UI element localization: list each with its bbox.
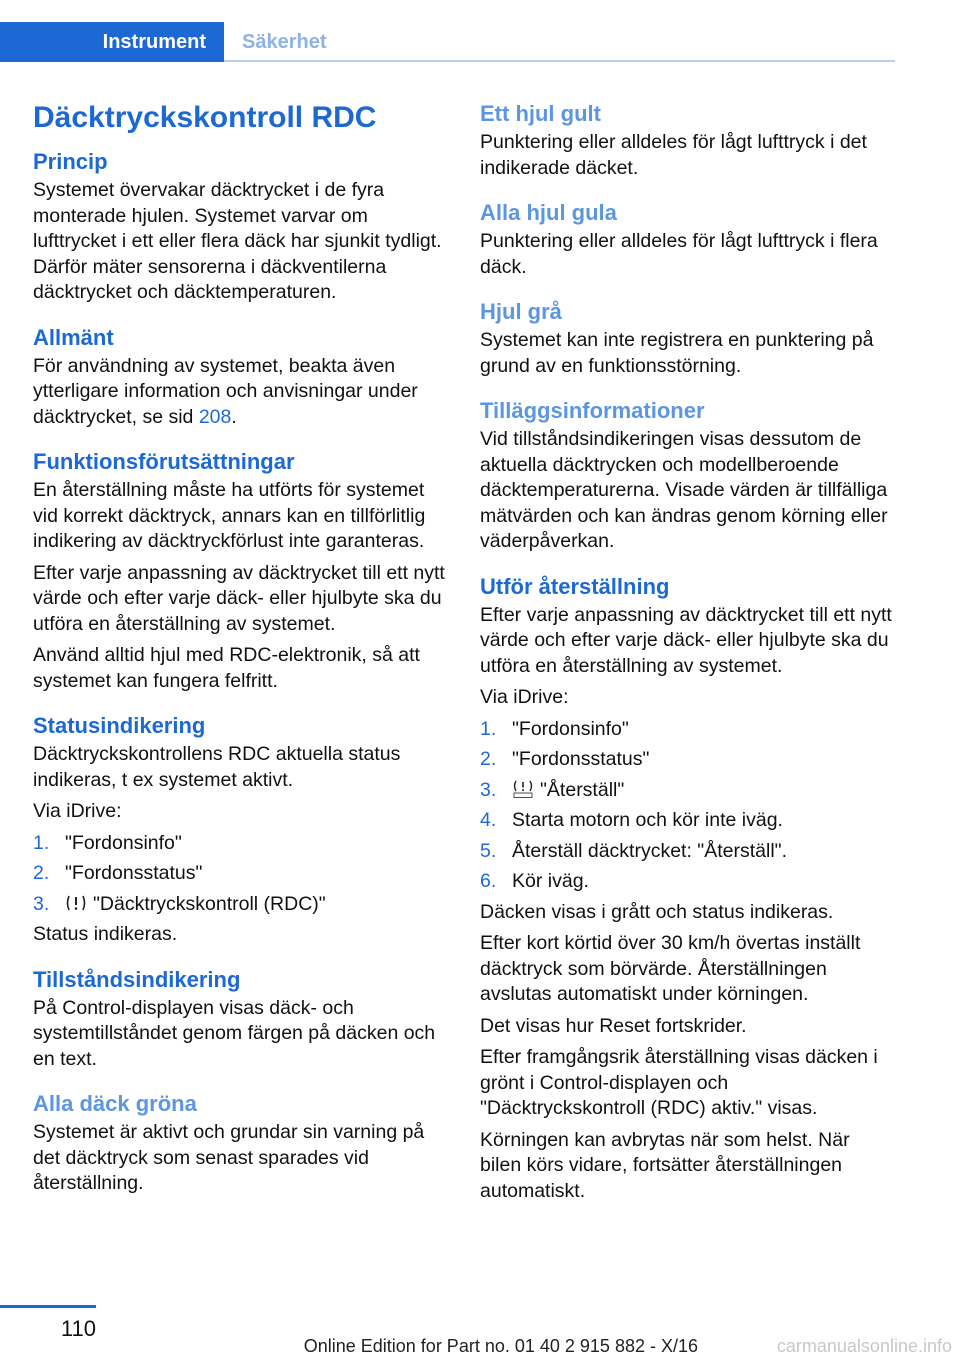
text-reset: Efter varje anpassning av däcktrycket till ett nytt värde och efter varje däck- eller hjulbyte ska du utföra en återställning av systemet. — [480, 603, 892, 677]
heading-alla-dack-grona: Alla däck gröna — [33, 1091, 197, 1116]
list-item — [33, 892, 445, 918]
reset-steps-list — [480, 717, 892, 895]
step-number: 1. — [480, 717, 497, 740]
left-column — [33, 98, 445, 1203]
text-funk-2: Efter varje anpassning av däcktrycket till ett nytt värde och efter varje däck- eller hjulbyte ska du utföra en återställning av systemet. — [33, 561, 445, 635]
tab-underline — [224, 60, 895, 62]
heading-ett-hjul-gult: Ett hjul gult — [480, 101, 601, 126]
list-item — [480, 778, 892, 804]
step-text: "Återställ" — [540, 778, 625, 801]
heading-utfor-aterstallning: Utför återställning — [480, 573, 670, 599]
tire-pressure-warning-icon — [65, 894, 87, 912]
step-text: Starta motorn och kör inte iväg. — [512, 809, 783, 831]
text-alla-dack-grona: Systemet är aktivt och grundar sin varning på det däcktryck som senast sparades vid återställning. — [33, 1121, 425, 1194]
page-link-208[interactable]: 208 — [198, 405, 232, 428]
step-number: 3. — [480, 778, 497, 801]
step-number: 2. — [480, 748, 497, 770]
text-ett-hjul-gult: Punktering eller alldeles för lågt lufttryck i det indikerade däcket. — [480, 131, 867, 179]
tab-bar — [0, 22, 895, 62]
text-tillstand: På Control-displayen visas däck- och systemtillståndet genom färgen på däcken och en text. — [33, 996, 436, 1070]
text-funk-1: En återställning måste ha utförts för systemet vid korrekt däcktryck, annars kan en tillförlitlig indikering av däcktryckförlust inte garanteras. — [33, 479, 426, 552]
step-text: "Fordonsstatus" — [512, 748, 650, 770]
step-number: 1. — [33, 831, 50, 854]
right-column — [480, 100, 892, 1210]
edition-text: Online Edition for Part no. 01 40 2 915 882 - X/16 — [303, 1336, 698, 1356]
text-status: Däcktryckskontrollens RDC aktuella status indikeras, t ex systemet aktivt. — [33, 743, 401, 791]
text-tillaggsinformationer: Vid tillståndsindikeringen visas dessutom de aktuella däcktrycken och modellberoende däcktemperaturerna. Visade värden är tillfälliga mätvärden och kan ändras genom körning eller väderpåverkan. — [480, 428, 888, 552]
text-reset-d: Efter framgångsrik återställning visas däcken i grönt i Control-displayen och "Däcktryckskontroll (RDC) aktiv." visas. — [480, 1046, 878, 1119]
status-steps-list — [33, 831, 445, 918]
step-text: Återställ däcktrycket: "Återställ". — [512, 839, 788, 862]
step-text: "Fordonsstatus" — [65, 862, 203, 884]
list-item — [33, 861, 445, 887]
page-title: Däcktryckskontroll RDC — [33, 101, 377, 134]
tire-reset-icon — [512, 780, 534, 798]
step-text: "Fordonsinfo" — [512, 717, 629, 740]
step-number: 4. — [480, 809, 497, 831]
tab-instrument[interactable]: Instrument — [0, 22, 224, 62]
watermark: carmanualsonline.info — [776, 1336, 952, 1356]
text-reset-b: Efter kort körtid över 30 km/h övertas inställt däcktryck som börvärde. Återställningen avslutas automatiskt under körningen. — [480, 932, 861, 1005]
text-hjul-gra: Systemet kan inte registrera en punktering på grund av en funktionsstörning. — [480, 329, 874, 377]
heading-alla-hjul-gula: Alla hjul gula — [480, 200, 617, 225]
heading-funktionsforutsattningar: Funktionsförutsättningar — [33, 449, 295, 474]
text-allmant-body: För användning av systemet, beakta även ytterligare information och anvisningar under däcktrycket, se sid — [33, 354, 418, 428]
text-allmant — [33, 354, 445, 431]
text-reset-a: Däcken visas i grått och status indikeras. — [480, 900, 834, 923]
list-item — [480, 869, 892, 895]
tab-sakerhet[interactable]: Säkerhet — [242, 30, 327, 53]
step-number: 5. — [480, 839, 497, 862]
text-reset-c: Det visas hur Reset fortskrider. — [480, 1014, 747, 1037]
text-allmant-end: . — [231, 405, 237, 428]
step-number: 3. — [33, 892, 50, 915]
heading-princip: Princip — [33, 149, 108, 174]
step-number: 2. — [33, 862, 50, 884]
heading-hjul-gra: Hjul grå — [480, 299, 562, 324]
text-status-via: Via iDrive: — [33, 800, 122, 822]
list-item — [33, 831, 445, 857]
step-number: 6. — [480, 870, 497, 892]
text-reset-via: Via iDrive: — [480, 686, 569, 708]
heading-tillaggsinformationer: Tilläggsinformationer — [480, 398, 705, 423]
list-item — [480, 808, 892, 834]
text-status-after: Status indikeras. — [33, 923, 178, 945]
step-text: Kör iväg. — [512, 870, 589, 892]
list-item — [480, 747, 892, 773]
page-number: 110 — [60, 1316, 96, 1341]
text-funk-3: Använd alltid hjul med RDC-elektronik, så att systemet kan fungera felfritt. — [33, 644, 420, 692]
step-text: "Däcktryckskontroll (RDC)" — [93, 892, 326, 915]
step-text: "Fordonsinfo" — [65, 831, 182, 854]
heading-tillstandsindikering: Tillståndsindikering — [33, 966, 241, 992]
text-reset-e: Körningen kan avbrytas när som helst. När bilen körs vidare, fortsätter återställningen automatiskt. — [480, 1128, 850, 1202]
text-princip: Systemet övervakar däcktrycket i de fyra monterade hjulen. Systemet varvar om lufttrycket i ett eller flera däck har sjunkit tydligt. Därför mäter sensorerna i däckventilerna däcktrycket och däcktemperaturen. — [33, 179, 442, 303]
list-item — [480, 717, 892, 743]
footer-rule — [0, 1305, 96, 1308]
text-alla-hjul-gula: Punktering eller alldeles för lågt lufttryck i flera däck. — [480, 230, 878, 278]
heading-allmant: Allmänt — [33, 324, 114, 350]
heading-statusindikering: Statusindikering — [33, 713, 206, 738]
list-item — [480, 839, 892, 865]
